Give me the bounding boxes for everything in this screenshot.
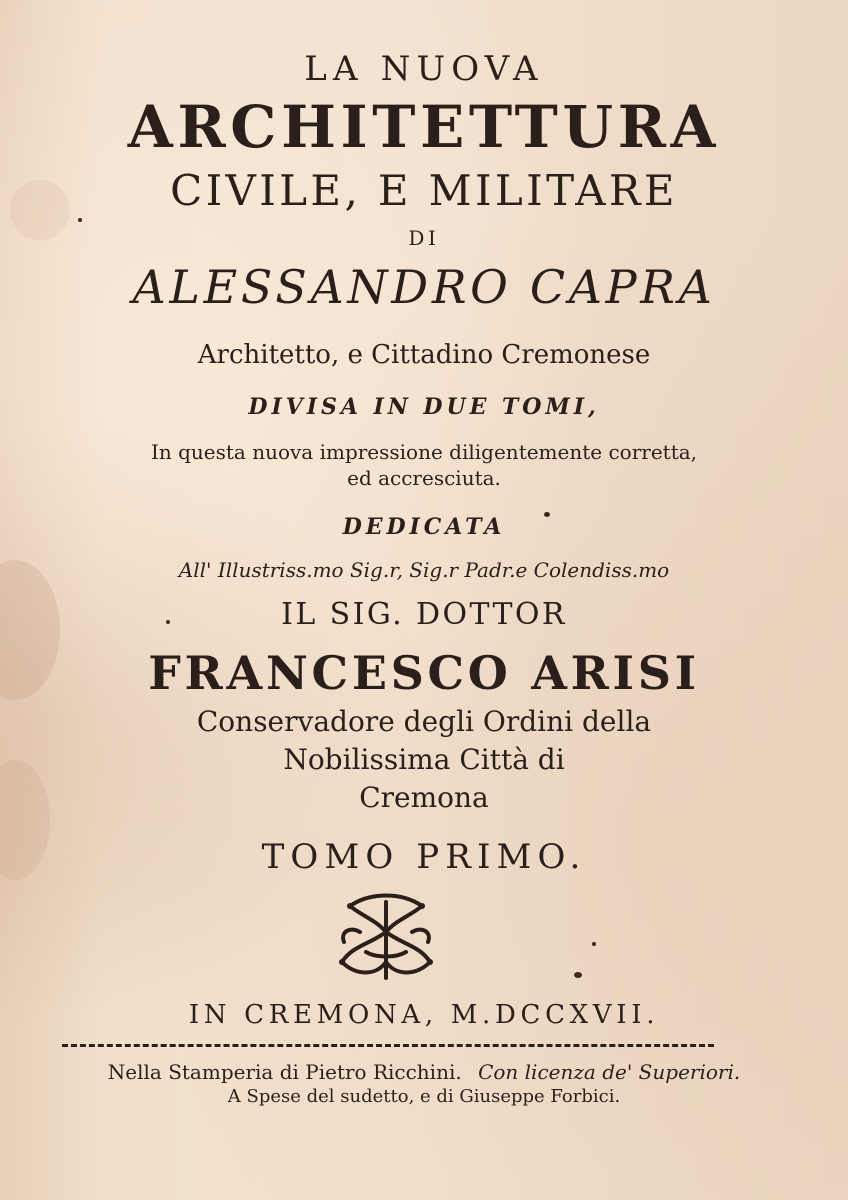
dedicatee-name: FRANCESCO ARISI [148, 646, 700, 700]
ink-speck [592, 942, 596, 946]
dedicatee-role-3: Cremona [359, 781, 489, 814]
printer-monogram-ornament [330, 892, 442, 984]
dedicatee-role-2: Nobilissima Città di [283, 743, 565, 776]
title-line-la-nuova: LA NUOVA [304, 49, 544, 89]
place-date-line: IN CREMONA, M.DCCXVII. [188, 1000, 660, 1030]
title-line-di: DI [408, 226, 440, 250]
expenses-line: A Spese del sudetto, e di Giuseppe Forbici. [227, 1086, 621, 1107]
dedicata-line: DEDICATA [342, 514, 506, 540]
divisa-line: DIVISA IN DUE TOMI, [248, 394, 600, 420]
impression-line-2: ed accresciuta. [347, 466, 501, 490]
dedicatee-role-1: Conservadore degli Ordini della [196, 705, 652, 738]
dedicatee-title: IL SIG. DOTTOR [281, 597, 567, 632]
horizontal-rule [62, 1044, 714, 1047]
volume-line: TOMO PRIMO. [261, 837, 587, 877]
ink-speck [166, 620, 170, 624]
author-name: ALESSANDRO CAPRA [132, 260, 716, 314]
ink-speck [544, 512, 550, 517]
author-description: Architetto, e Cittadino Cremonese [197, 340, 651, 370]
printer-line: Nella Stamperia di Pietro Ricchini. [107, 1060, 462, 1084]
dedication-line: All' Illustriss.mo Sig.r, Sig.r Padr.e Colendiss.mo [178, 558, 670, 582]
ink-speck [78, 218, 82, 222]
title-line-civile-militare: CIVILE, E MILITARE [170, 166, 678, 215]
title-line-architettura: ARCHITETTURA [127, 93, 721, 161]
impression-line-1: In questa nuova impressione diligentemente corretta, [150, 440, 698, 464]
ink-speck [574, 972, 582, 978]
license-line: Con licenza de' Superiori. [478, 1060, 741, 1084]
imprint-line [0, 1062, 848, 1082]
